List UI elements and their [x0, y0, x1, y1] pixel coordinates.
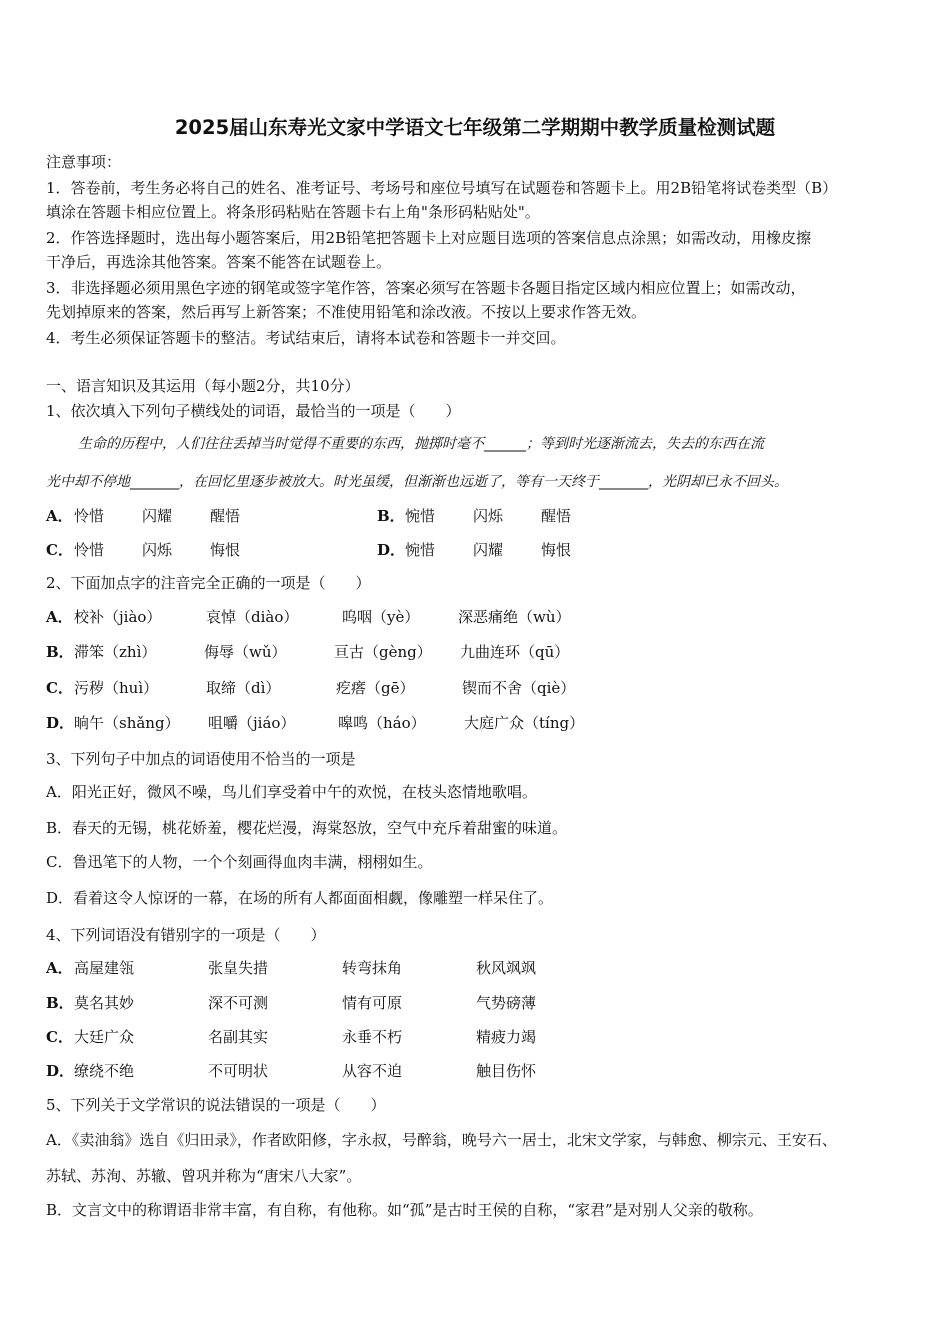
notice-line: 先划掉原来的答案，然后再写上新答案；不准使用铅笔和涂改液。不按以上要求作答无效。 [46, 303, 647, 321]
notice-line: 4．考生必须保证答题卡的整洁。考试结束后，请将本试卷和答题卡一并交回。 [46, 329, 566, 347]
notice-line: 填涂在答题卡相应位置上。将条形码粘贴在答题卡右上角"条形码粘贴处"。 [46, 203, 540, 221]
option-c[interactable]: C．大廷广众 名副其实 永垂不朽 精疲力竭 [46, 1028, 537, 1046]
option-b[interactable]: B．春天的无锡，桃花娇羞，樱花烂漫，海棠怒放，空气中充斥着甜蜜的味道。 [46, 819, 568, 837]
option-b[interactable]: B．莫名其妙 深不可测 情有可原 气势磅薄 [46, 994, 537, 1012]
notice-line: 2．作答选择题时，选出每小题答案后，用2B铅笔把答题卡上对应题目选项的答案信息点涂黑；如需改动，用橡皮擦 [46, 229, 812, 247]
option-a[interactable]: A．校补（jiào） 哀悼（diào） 呜咽（yè） 深恶痛绝（wù） [46, 608, 571, 626]
option-a[interactable]: A．高屋建瓴 张皇失措 转弯抹角 秋风飒飒 [46, 959, 537, 977]
option-b[interactable]: B．滞笨（zhì） 侮辱（wǔ） 亘古（gèng） 九曲连环（qū） [46, 643, 570, 661]
option-c[interactable]: C．鲁迅笔下的人物，一个个刻画得血肉丰满，栩栩如生。 [46, 853, 433, 871]
option-d[interactable]: D．看着这令人惊讶的一幕，在场的所有人都面面相觑，像雕塑一样呆住了。 [46, 889, 554, 907]
notice-line: 1．答卷前，考生务必将自己的姓名、准考证号、考场号和座位号填写在试题卷和答题卡上。用2B铅笔将试卷类型（B） [46, 179, 838, 197]
option-a[interactable]: A．《卖油翁》选自《归田录》，作者欧阳修，字永叔，号醉翁，晚号六一居士，北宋文学家，与韩愈、柳宗元、王安石、 [46, 1131, 837, 1149]
option-a-continued: 苏轼、苏洵、苏辙、曾巩并称为“唐宋八大家”。 [46, 1167, 362, 1185]
question-1-stem: 1、依次填入下列句子横线处的词语，最恰当的一项是（ ） [46, 402, 461, 420]
option-d[interactable]: D．晌午（shǎng） 咀嚼（jiáo） 嗥鸣（háo） 大庭广众（tíng） [46, 714, 585, 732]
question-3-stem: 3、下列句子中加点的词语使用不恰当的一项是 [46, 750, 356, 768]
option-c[interactable]: C．污秽（huì） 取缔（dì） 疙瘩（gē） 锲而不舍（qiè） [46, 679, 576, 697]
notice-line: 3．非选择题必须用黑色字迹的钢笔或签字笔作答，答案必须写在答题卡各题目指定区域内相应位置上；如需改动， [46, 279, 806, 297]
question-5-stem: 5、下列关于文学常识的说法错误的一项是（ ） [46, 1096, 386, 1114]
option-a[interactable]: A．怜惜 闪耀 醒悟 [46, 507, 241, 525]
page-title: 2025届山东寿光文家中学语文七年级第二学期期中教学质量检测试题 [174, 116, 776, 139]
section-heading: 一、语言知识及其运用（每小题2分，共10分） [46, 377, 360, 395]
option-b[interactable]: B．惋惜 闪烁 醒悟 [377, 507, 572, 525]
question-1-passage: 光中却不停地_______，在回忆里逐步被放大。时光虽缓，但渐渐也远逝了，等有一天终于_______，光阴却已永不回头。 [46, 474, 788, 490]
question-4-stem: 4、下列词语没有错别字的一项是（ ） [46, 926, 326, 944]
option-c[interactable]: C．怜惜 闪烁 悔恨 [46, 541, 241, 559]
question-2-stem: 2、下面加点字的注音完全正确的一项是（ ） [46, 574, 371, 592]
option-d[interactable]: D．惋惜 闪耀 悔恨 [377, 541, 572, 559]
option-a[interactable]: A．阳光正好，微风不噪，鸟儿们享受着中午的欢悦，在枝头恣情地歌唱。 [46, 783, 537, 801]
option-d[interactable]: D．缭绕不绝 不可明状 从容不迫 触目伤怀 [46, 1062, 537, 1080]
notice-heading: 注意事项： [46, 153, 122, 171]
option-b[interactable]: B．文言文中的称谓语非常丰富，有自称，有他称。如“孤”是古时王侯的自称，“家君”是对别人父亲的敬称。 [46, 1201, 763, 1219]
notice-line: 干净后，再选涂其他答案。答案不能答在试题卷上。 [46, 253, 392, 271]
question-1-passage: 生命的历程中，人们往往丢掉当时觉得不重要的东西，抛掷时毫不______；等到时光逐渐流去，失去的东西在流 [78, 436, 764, 452]
